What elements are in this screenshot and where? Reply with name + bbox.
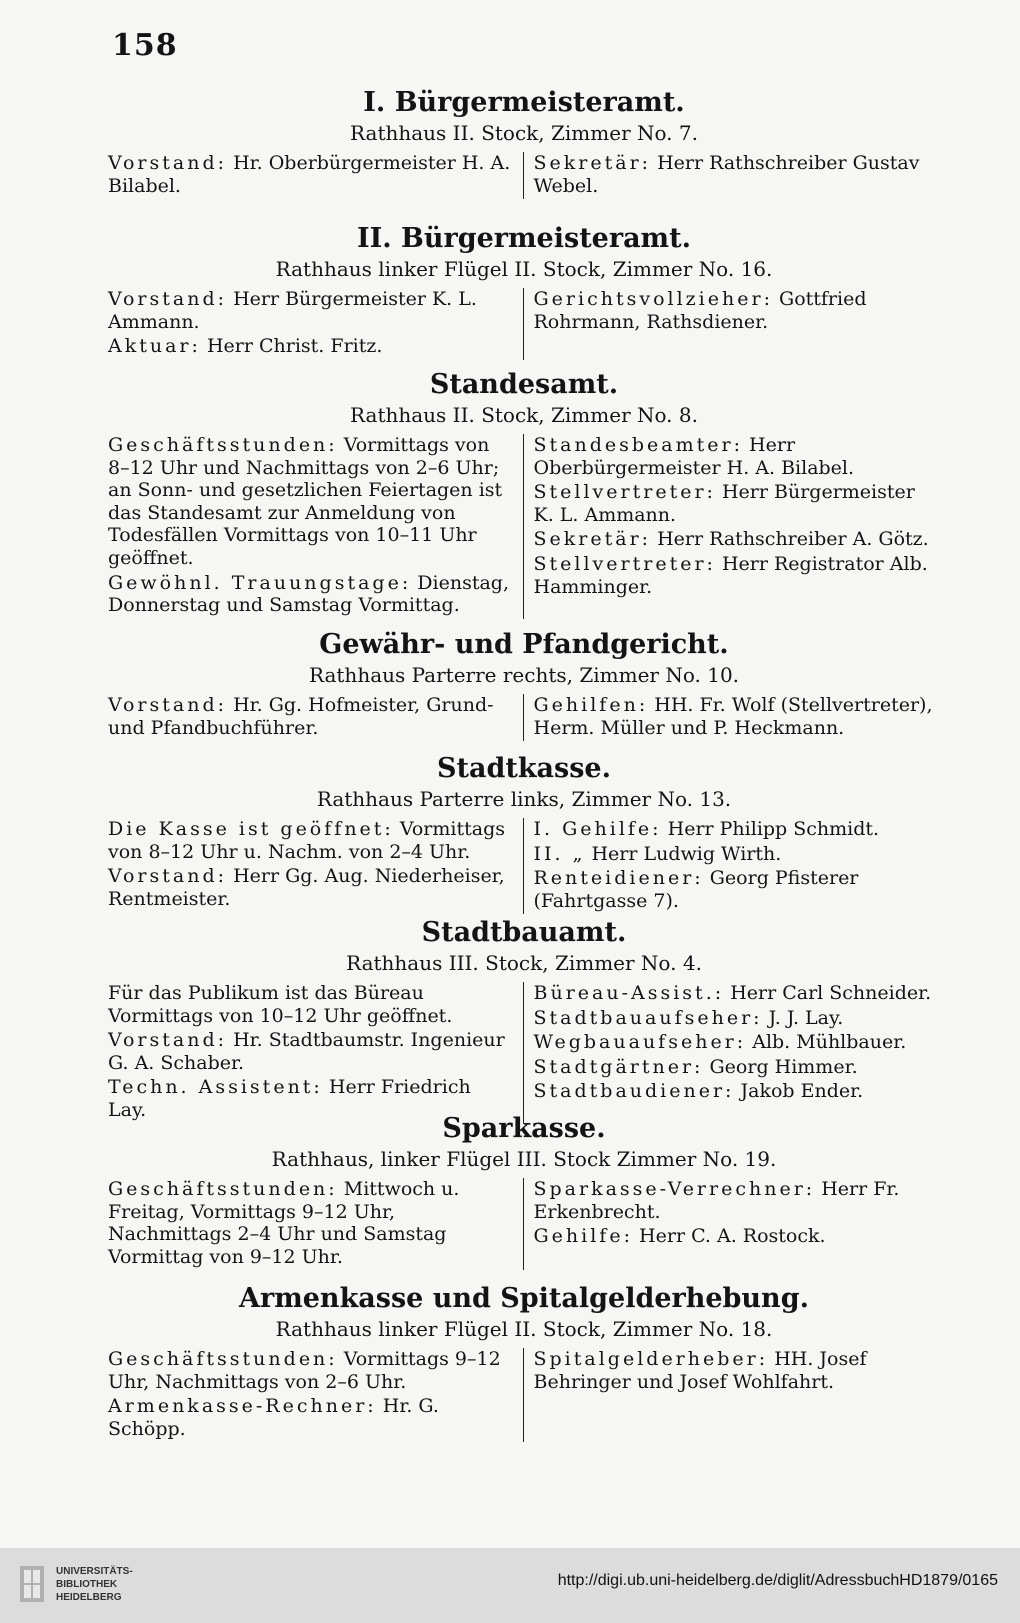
section (108, 1282, 940, 1442)
entry-label: Armenkasse-Rechner: (108, 1395, 377, 1418)
entry-text: Herr Oberbürgermeister H. A. Bilabel. (533, 434, 855, 479)
entry (108, 694, 515, 739)
section-columns (108, 288, 940, 360)
entry-label: Gehilfen: (533, 694, 649, 716)
section-location: Rathhaus Parterre links, Zimmer No. 13. (316, 787, 732, 811)
right-column (523, 694, 941, 741)
page-number: 158 (112, 28, 178, 63)
entry-label: Stadtgärtner: (533, 1055, 704, 1078)
entry-text: Herr Philipp Schmidt. (667, 818, 880, 840)
entry-text: Herr Rathschreiber Gustav Webel. (533, 152, 920, 197)
entry-text: Hr. Stadtbaumstr. Ingenieur G. A. Schaber. (108, 1029, 505, 1074)
entry (534, 867, 941, 912)
entry-label: Standesbeamter: (533, 434, 743, 456)
entry (108, 1029, 515, 1074)
section-columns (108, 152, 940, 199)
section-title: Sparkasse. (442, 1113, 606, 1144)
entry-label: I. Gehilfe: (533, 818, 662, 840)
section (108, 1112, 940, 1270)
entry (108, 982, 515, 1027)
section (108, 916, 940, 1124)
entry-label: Stadtbauaufseher: (533, 1006, 763, 1029)
entry-label: Die Kasse ist geöffnet: (108, 818, 394, 840)
entry (534, 1225, 941, 1248)
entry (534, 152, 941, 197)
entry-text: Herr Christ. Fritz. (206, 335, 383, 358)
section (108, 222, 940, 360)
entry-text: Alb. Mühlbauer. (752, 1031, 907, 1054)
right-column (523, 152, 941, 199)
section (108, 86, 940, 199)
section-title: I. Bürgermeisteramt. (363, 87, 685, 118)
right-column (523, 288, 941, 360)
entry (108, 1348, 515, 1393)
entry (534, 1031, 941, 1054)
entry-text: Herr C. A. Rostock. (639, 1225, 826, 1248)
entry (108, 865, 515, 910)
entry (108, 1395, 515, 1440)
entry (108, 572, 515, 617)
entry-text: Vormittags 9–12 Uhr, Nachmittags von 2–6 Uhr. (108, 1348, 501, 1393)
entry-label: Renteidiener: (533, 867, 704, 890)
entry-text: Herr Friedrich Lay. (108, 1076, 471, 1121)
section-columns (108, 982, 940, 1124)
section-location: Rathhaus linker Flügel II. Stock, Zimmer No. 18. (275, 1317, 773, 1341)
entry-label: Geschäftsstunden: (108, 1348, 338, 1370)
entry (108, 434, 515, 570)
entry-text: Georg Himmer. (709, 1055, 858, 1078)
section-columns (108, 1178, 940, 1270)
entry (534, 528, 941, 551)
section-columns (108, 1348, 940, 1442)
entry-label: Techn. Assistent: (108, 1076, 323, 1099)
entry-text: Gottfried Rohrmann, Rathsdiener. (533, 288, 867, 333)
entry-label: Sekretär: (533, 152, 652, 174)
entry (534, 982, 941, 1005)
entry-label: Vorstand: (108, 865, 228, 888)
right-column (523, 1178, 941, 1270)
entry-text: HH. Josef Behringer und Josef Wohlfahrt. (533, 1348, 867, 1393)
entry (534, 288, 941, 333)
section-title: Gewähr- und Pfandgericht. (319, 629, 729, 660)
entry-text: Herr Rathschreiber A. Götz. (657, 528, 929, 551)
section-columns (108, 818, 940, 914)
entry-text: Vormittags von 8–12 Uhr u. Nachm. von 2–4 Uhr. (108, 818, 505, 863)
section (108, 368, 940, 619)
entry-label: Geschäftsstunden: (108, 434, 338, 456)
right-column (523, 1348, 941, 1442)
section-columns (108, 434, 940, 619)
entry-text: J. J. Lay. (768, 1006, 844, 1029)
entry (108, 152, 515, 197)
section (108, 752, 940, 914)
left-column (108, 818, 523, 914)
entry (534, 694, 941, 739)
entry (534, 1007, 941, 1030)
entry-text: Herr Carl Schneider. (730, 982, 932, 1004)
section-title: Standesamt. (429, 369, 619, 400)
entry-text: Hr. Oberbürgermeister H. A. Bilabel. (108, 152, 511, 197)
entry-label: Stellvertreter: (533, 481, 716, 504)
left-column (108, 288, 523, 360)
entry (534, 1178, 941, 1223)
entry-text: Für das Publikum ist das Büreau Vormittags von 10–12 Uhr geöffnet. (108, 982, 453, 1027)
section (108, 628, 940, 741)
section-location: Rathhaus, linker Flügel III. Stock Zimmer No. 19. (271, 1147, 777, 1171)
entry-text: HH. Fr. Wolf (Stellvertreter), Herm. Müller und P. Heckmann. (533, 694, 933, 739)
entry-text: Jakob Ender. (740, 1080, 864, 1103)
left-column (108, 982, 523, 1124)
entry-label: Spitalgelderheber: (533, 1348, 769, 1370)
entry-text: Vormittags von 8–12 Uhr und Nachmittags von 2–6 Uhr; an Sonn- und gesetzlichen Feiertagen ist das Standesamt zur Anmeldung von Todesfällen Vormittags von 10–11 Uhr geöffnet. (108, 434, 503, 569)
entry-label: Wegbauaufseher: (533, 1031, 747, 1054)
section-location: Rathhaus Parterre rechts, Zimmer No. 10. (308, 663, 740, 687)
section-title: Stadtkasse. (437, 753, 611, 784)
entry-text: Herr Bürgermeister K. L. Ammann. (533, 481, 915, 526)
left-column (108, 1348, 523, 1442)
entry (108, 818, 515, 863)
entry-text: Hr. Gg. Hofmeister, Grund- und Pfandbuchführer. (108, 694, 494, 739)
section-location: Rathhaus II. Stock, Zimmer No. 8. (350, 403, 698, 427)
entry-text: Mittwoch u. Freitag, Vormittags 9–12 Uhr, Nachmittags 2–4 Uhr und Samstag Vormittag von 9–12 Uhr. (108, 1178, 460, 1268)
section-location: Rathhaus III. Stock, Zimmer No. 4. (346, 951, 702, 975)
entry-text: Herr Ludwig Wirth. (591, 842, 782, 865)
entry-text: Hr. G. Schöpp. (108, 1395, 439, 1440)
left-column (108, 694, 523, 741)
entry (108, 1178, 515, 1268)
section-location: Rathhaus II. Stock, Zimmer No. 7. (350, 121, 698, 145)
entry-label: Vorstand: (108, 694, 228, 716)
entry (534, 818, 941, 841)
entry-label: Stadtbaudiener: (533, 1080, 735, 1103)
source-url-link[interactable]: http://digi.ub.uni-heidelberg.de/diglit/AdressbuchHD1879/0165 (557, 1572, 998, 1589)
entry-label: Gewöhnl. Trauungstage: (108, 571, 412, 594)
library-logo-icon (18, 1564, 46, 1604)
right-column (523, 818, 941, 914)
section-title: Armenkasse und Spitalgelderhebung. (239, 1283, 809, 1314)
entry (534, 481, 941, 526)
right-column (523, 434, 941, 619)
entry (534, 434, 941, 479)
entry (534, 1348, 941, 1393)
entry-label: Stellvertreter: (533, 552, 716, 575)
left-column (108, 434, 523, 619)
section-title: II. Bürgermeisteramt. (356, 223, 692, 254)
entry-label: II. „ (533, 842, 586, 865)
entry (534, 843, 941, 866)
entry-label: Sekretär: (533, 528, 652, 551)
entry (108, 335, 515, 358)
entry-label: Vorstand: (108, 1029, 228, 1052)
entry-label: Gerichtsvollzieher: (533, 288, 773, 310)
entry-label: Sparkasse-Verrechner: (533, 1178, 816, 1200)
entry-text: Dienstag, Donnerstag und Samstag Vormittag. (108, 571, 509, 617)
section-title: Stadtbauamt. (421, 917, 627, 948)
library-name: UNIVERSITÄTS- BIBLIOTHEK HEIDELBERG (56, 1566, 133, 1603)
right-column (523, 982, 941, 1124)
entry-text: Herr Fr. Erkenbrecht. (533, 1178, 900, 1223)
entry (534, 1056, 941, 1079)
section-columns (108, 694, 940, 741)
entry-label: Vorstand: (108, 152, 228, 174)
entry (534, 553, 941, 598)
entry-label: Geschäftsstunden: (108, 1178, 338, 1200)
entry-label: Aktuar: (108, 335, 201, 358)
entry (108, 288, 515, 333)
entry (534, 1080, 941, 1103)
entry-label: Gehilfe: (533, 1225, 633, 1248)
left-column (108, 1178, 523, 1270)
footer-bar (0, 1548, 1020, 1623)
entry-text: Georg Pfisterer (Fahrtgasse 7). (533, 867, 859, 912)
entry-label: Büreau-Assist.: (533, 982, 725, 1004)
entry-text: Herr Bürgermeister K. L. Ammann. (108, 288, 477, 333)
entry-label: Vorstand: (108, 288, 228, 310)
entry-text: Herr Registrator Alb. Hamminger. (533, 552, 928, 598)
entry-text: Herr Gg. Aug. Niederheiser, Rentmeister. (108, 865, 505, 910)
section-location: Rathhaus linker Flügel II. Stock, Zimmer No. 16. (275, 257, 773, 281)
left-column (108, 152, 523, 199)
